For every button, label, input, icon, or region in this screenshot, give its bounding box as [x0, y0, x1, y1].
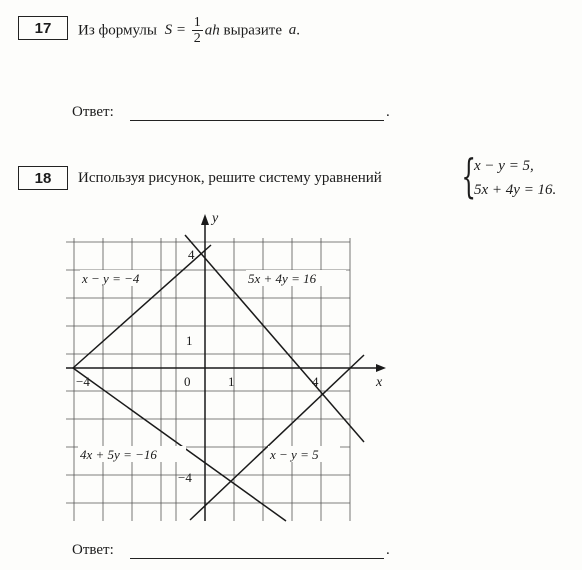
fraction-denominator: 2: [193, 31, 201, 46]
line-labels: [78, 270, 346, 462]
task-17-period: .: [296, 22, 301, 39]
x-axis-label: x: [376, 375, 383, 390]
system-brace: {: [461, 149, 476, 203]
line-x-minus-y-eq-5: [190, 355, 364, 520]
task-17-variable: a: [288, 22, 297, 39]
formula-lhs: S =: [164, 22, 187, 39]
line-5x-plus-4y-eq-16: [185, 235, 364, 442]
formula-rhs: ah: [204, 22, 220, 39]
x-axis-arrow-icon: [376, 364, 386, 372]
y-axis-label: y: [212, 211, 219, 226]
task-17-number: 17: [18, 16, 68, 40]
task-17-answer-end: .: [386, 104, 390, 120]
task-18-statement: Используя рисунок, решите систему уравнений: [78, 170, 382, 186]
tick-label-4-y: 4: [188, 247, 195, 262]
line-x-minus-y-eq-neg4: [73, 245, 211, 368]
fraction-numerator: 1: [193, 15, 201, 30]
y-axis-arrow-icon: [201, 214, 209, 225]
tick-label-neg4-x: −4: [76, 374, 90, 389]
label-x-minus-y-eq-5: x − y = 5: [270, 447, 319, 462]
task-18-answer-label: Ответ:: [72, 542, 114, 558]
label-x-minus-y-eq-neg4: x − y = −4: [82, 271, 140, 286]
task-18-answer-end: .: [386, 542, 390, 558]
tick-label-1-y: 1: [186, 333, 193, 348]
task-18-number: 18: [18, 166, 68, 190]
task-17-text-after: выразите: [223, 22, 283, 39]
label-4x-plus-5y-eq-neg16: 4x + 5y = −16: [80, 447, 157, 462]
task-17-answer-label: Ответ:: [72, 104, 114, 120]
task-18-answer-field[interactable]: [130, 557, 384, 559]
system-equation-2: 5x + 4y = 16.: [474, 182, 557, 198]
system-equation-1: x − y = 5,: [474, 158, 534, 174]
tick-label-neg4-y: −4: [178, 470, 192, 485]
task-17-text-before: Из формулы: [78, 22, 157, 39]
tick-label-zero: 0: [184, 374, 191, 389]
tick-label-1-x: 1: [228, 374, 235, 389]
tick-label-4-x: 4: [312, 374, 319, 389]
label-5x-plus-4y-eq-16: 5x + 4y = 16: [248, 271, 317, 286]
